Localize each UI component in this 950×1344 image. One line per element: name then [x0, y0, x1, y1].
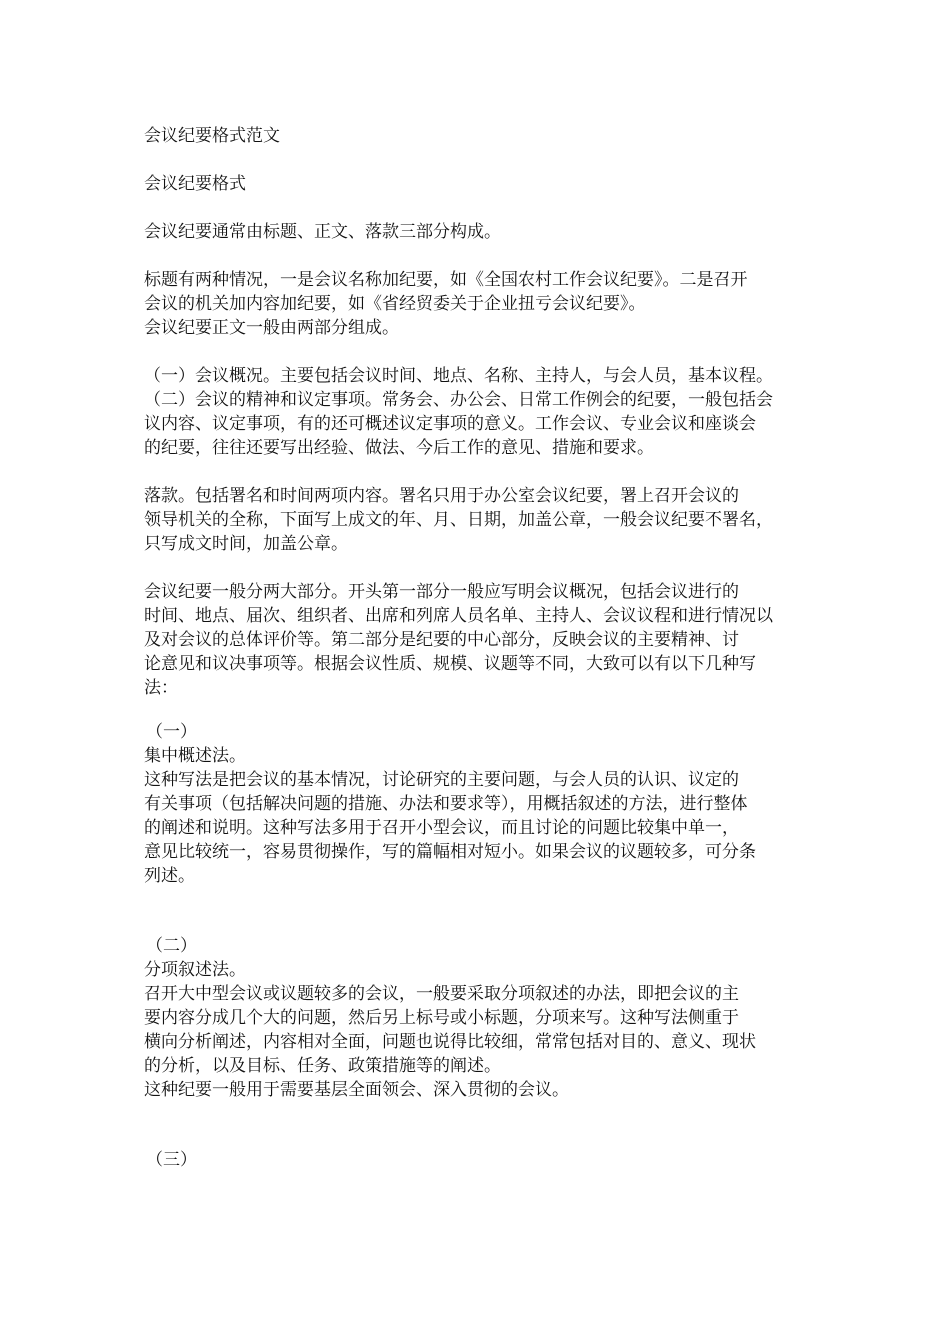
title-section-paragraph — [144, 268, 808, 340]
text-line: （二）会议的精神和议定事项。常务会、办公会、日常工作例会的纪要，一般包括会 — [144, 390, 773, 410]
text-line: 要内容分成几个大的问题，然后另上标号或小标题，分项来写。这种写法侧重于 — [144, 1008, 739, 1028]
text-line: 的阐述和说明。这种写法多用于召开小型会议，而且讨论的问题比较集中单一， — [144, 818, 739, 838]
text-line: 论意见和议决事项等。根据会议性质、规模、议题等不同，大致可以有以下几种写 — [144, 654, 756, 674]
method-three-section — [144, 1148, 808, 1172]
text-line: 这种写法是把会议的基本情况，讨论研究的主要问题，与会人员的认识、议定的 — [144, 770, 739, 790]
text-line: 这种纪要一般用于需要基层全面领会、深入贯彻的会议。 — [144, 1080, 569, 1100]
text-line: 落款。包括署名和时间两项内容。署名只用于办公室会议纪要，署上召开会议的 — [144, 486, 739, 506]
text-line: 会议纪要一般分两大部分。开头第一部分一般应写明会议概况，包括会议进行的 — [144, 582, 739, 602]
method-name: 分项叙述法。 — [144, 960, 246, 980]
text-line: 领导机关的全称，下面写上成文的年、月、日期，加盖公章，一般会议纪要不署名， — [144, 510, 773, 530]
text-line: 横向分析阐述，内容相对全面，问题也说得比较细，常常包括对目的、意义、现状 — [144, 1032, 756, 1052]
signature-paragraph — [144, 484, 808, 556]
text-line: 议内容、议定事项，有的还可概述议定事项的意义。工作会议、专业会议和座谈会 — [144, 414, 756, 434]
document-subtitle: 会议纪要格式 — [144, 174, 246, 194]
method-name: 集中概述法。 — [144, 746, 246, 766]
text-line: 及对会议的总体评价等。第二部分是纪要的中心部分，反映会议的主要精神、讨 — [144, 630, 739, 650]
intro-paragraph: 会议纪要通常由标题、正文、落款三部分构成。 — [144, 222, 501, 242]
text-line: 法： — [144, 678, 178, 698]
text-line: 召开大中型会议或议题较多的会议，一般要采取分项叙述的办法，即把会议的主 — [144, 984, 739, 1004]
text-line: 的纪要，往往还要写出经验、做法、今后工作的意见、措施和要求。 — [144, 438, 654, 458]
text-line: 有关事项（包括解决问题的措施、办法和要求等），用概括叙述的方法，进行整体 — [144, 794, 748, 814]
method-number: （一） — [146, 722, 197, 742]
text-line: 会议的机关加内容加纪要，如《省经贸委关于企业扭亏会议纪要》。 — [144, 294, 646, 314]
text-line: 标题有两种情况，一是会议名称加纪要，如《全国农村工作会议纪要》。二是召开 — [144, 270, 748, 290]
two-parts-paragraph — [144, 580, 808, 700]
text-line: 时间、地点、届次、组织者、出席和列席人员名单、主持人、会议议程和进行情况以 — [144, 606, 773, 626]
method-one-section — [144, 720, 808, 888]
method-two-section — [144, 934, 808, 1102]
text-line: 意见比较统一，容易贯彻操作，写的篇幅相对短小。如果会议的议题较多，可分条 — [144, 842, 756, 862]
method-number: （二） — [146, 936, 197, 956]
method-number: （三） — [146, 1150, 197, 1170]
text-line: （一）会议概况。主要包括会议时间、地点、名称、主持人，与会人员，基本议程。 — [144, 366, 773, 386]
text-line: 的分析，以及目标、任务、政策措施等的阐述。 — [144, 1056, 501, 1076]
body-parts-paragraph — [144, 364, 808, 460]
text-line: 只写成文时间，加盖公章。 — [144, 534, 348, 554]
document-body — [144, 124, 808, 1172]
document-title: 会议纪要格式范文 — [144, 126, 280, 146]
text-line: 会议纪要正文一般由两部分组成。 — [144, 318, 399, 338]
text-line: 列述。 — [144, 866, 195, 886]
